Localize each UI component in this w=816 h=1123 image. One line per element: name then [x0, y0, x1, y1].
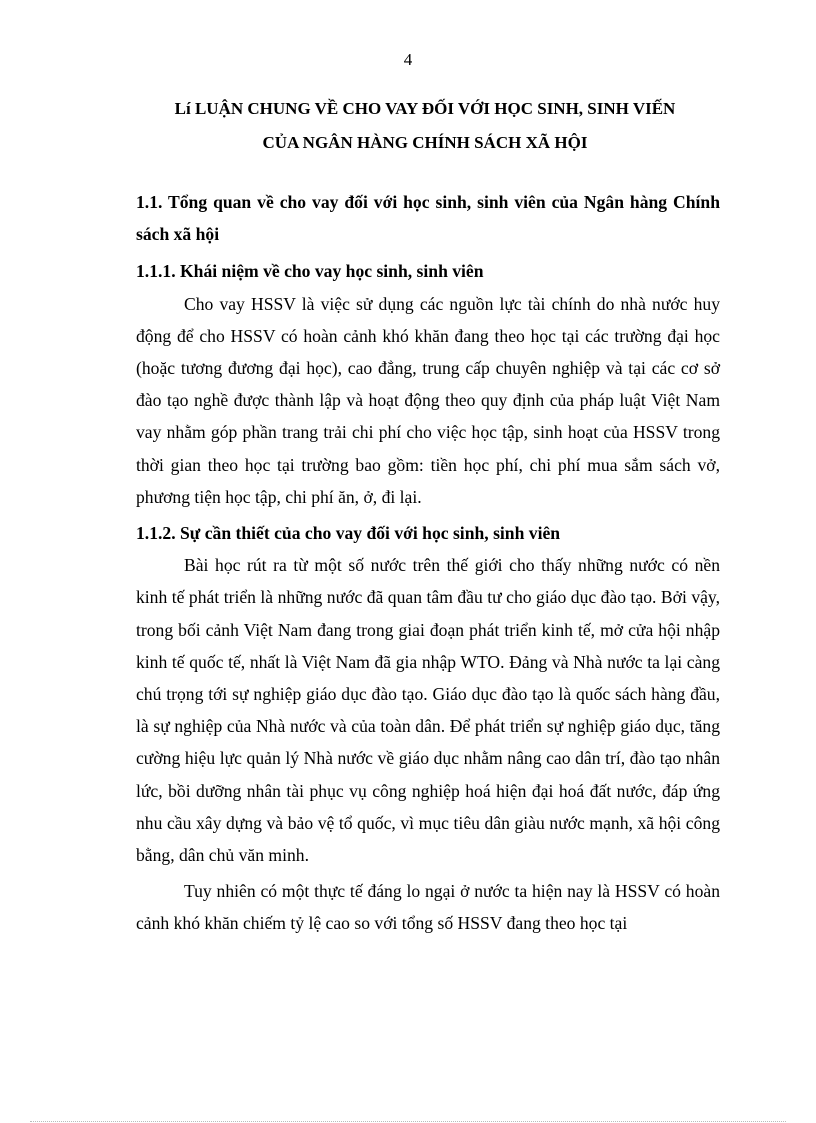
section-heading-1-1-1: 1.1.1. Khái niệm về cho vay học sinh, sinh viên [136, 261, 484, 282]
chapter-title [100, 92, 750, 160]
paragraph-1: Cho vay HSSV là việc sử dụng các nguồn lực tài chính do nhà nước huy động để cho HSSV có hoàn cảnh khó khăn đang theo học tại các trường đại học (hoặc tương đương đại học), cao đẳng, trung cấp chuyên nghiệp và tại các cơ sở đào tạo nghề được thành lập và hoạt động theo quy định của pháp luật Việt Nam vay nhằm góp phần trang trải chi phí cho việc học tập, sinh hoạt của HSSV trong thời gian theo học tại trường bao gồm: tiền học phí, chi phí mua sắm sách vở, phương tiện học tập, chi phí ăn, ở, đi lại. [136, 293, 720, 507]
chapter-title-line-2: CỦA NGÂN HÀNG CHÍNH SÁCH XÃ HỘI [262, 133, 588, 152]
paragraph-3: Tuy nhiên có một thực tế đáng lo ngại ở nước ta hiện nay là HSSV có hoàn cảnh khó khăn chiếm tỷ lệ cao so với tổng số HSSV đang theo học tại [136, 881, 720, 934]
paragraph-2: Bài học rút ra từ một số nước trên thế giới cho thấy những nước có nền kinh tế phát triển là những nước đã quan tâm đầu tư cho giáo dục đào tạo. Bởi vậy, trong bối cảnh Việt Nam đang trong giai đoạn phát triển kinh tế, mở cửa hội nhập kinh tế quốc tế, nhất là Việt Nam đã gia nhập WTO. Đảng và Nhà nước ta lại càng chú trọng tới sự nghiệp giáo dục đào tạo. Giáo dục đào tạo là quốc sách hàng đầu, là sự nghiệp của Nhà nước và của toàn dân. Để phát triển sự nghiệp giáo dục, tăng cường hiệu lực quản lý Nhà nước về giáo dục nhằm nâng cao dân trí, đào tạo nhân lức, bồi dưỡng nhân tài phục vụ công nghiệp hoá hiện đại hoá đất nước, đáp ứng nhu cầu xây dựng và bảo vệ tổ quốc, vì mục tiêu dân giàu nước mạnh, xã hội công bằng, dân chủ văn minh. [136, 555, 720, 866]
section-heading-1-1: 1.1. Tổng quan về cho vay đối với học sinh, sinh viên của Ngân hàng Chính sách xã hội [136, 192, 720, 245]
document-body [136, 186, 720, 944]
page-number: 4 [403, 50, 413, 69]
chapter-title-line-1: Lí LUẬN CHUNG VỀ CHO VAY ĐỐI VỚI HỌC SINH, SINH VIẾN [174, 99, 676, 118]
section-heading-1-1-2: 1.1.2. Sự cần thiết của cho vay đối với học sinh, sinh viên [136, 523, 561, 544]
page-bottom-rule [30, 1121, 786, 1122]
